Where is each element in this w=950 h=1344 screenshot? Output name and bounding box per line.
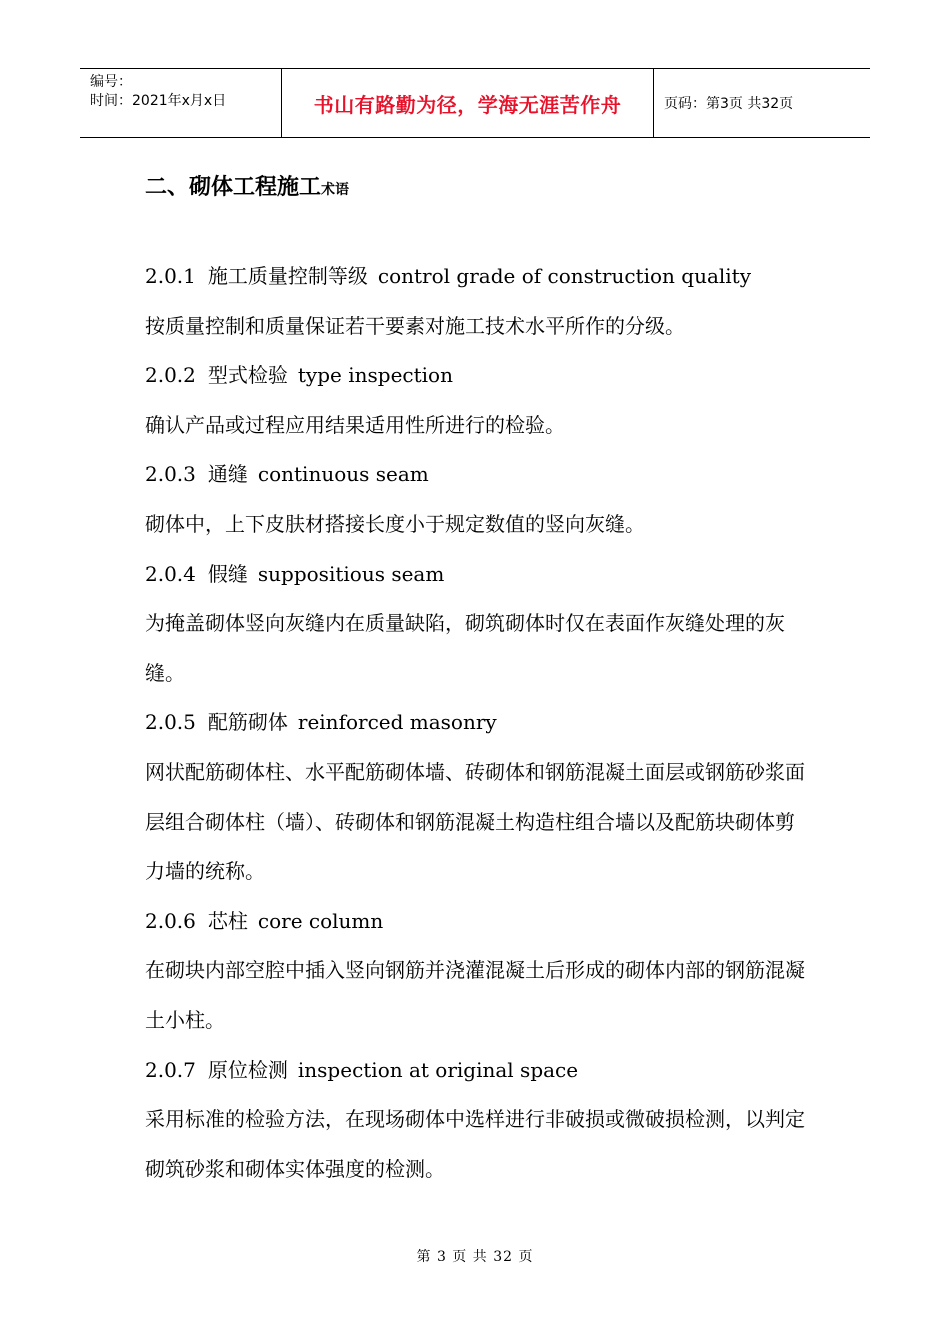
term-english: suppositious seam [257,561,445,586]
term-item [145,897,810,1046]
term-english: type inspection [297,363,453,388]
term-definition: 采用标准的检验方法，在现场砌体中选样进行非破损或微破损检测，以判定砌筑砂浆和砌体实体强度的检测。 [145,1107,805,1181]
term-heading [145,550,810,600]
term-chinese: 配筋砌体 [207,710,288,735]
term-number: 2.0.3 [145,462,196,487]
term-heading [145,698,810,748]
header-motto: 书山有路勤为径，学海无涯苦作舟 [282,69,654,137]
term-number: 2.0.2 [145,363,196,388]
term-english: continuous seam [257,462,429,487]
term-chinese: 芯柱 [207,908,248,933]
header-page-info: 页码：第3页 共32页 [664,96,794,112]
section-title [145,170,349,201]
term-definition: 在砌块内部空腔中插入竖向钢筋并浇灌混凝土后形成的砌体内部的钢筋混凝土小柱。 [145,958,805,1032]
header-meta [80,69,282,137]
term-number: 2.0.4 [145,561,196,586]
term-chinese: 原位检测 [207,1057,288,1082]
section-title-suffix: 术语 [321,182,350,198]
term-definition: 为掩盖砌体竖向灰缝内在质量缺陷，砌筑砌体时仅在表面作灰缝处理的灰缝。 [145,611,785,685]
term-heading [145,450,810,500]
term-chinese: 假缝 [207,561,248,586]
term-number: 2.0.7 [145,1057,196,1082]
term-heading [145,1046,810,1096]
term-item [145,698,810,896]
section-title-main: 二、砌体工程施工 [145,175,322,200]
term-definition: 砌体中，上下皮肤材搭接长度小于规定数值的竖向灰缝。 [145,511,645,536]
term-english: inspection at original space [297,1057,579,1082]
term-definition: 按质量控制和质量保证若干要素对施工技术水平所作的分级。 [145,313,685,338]
term-english: reinforced masonry [297,710,497,735]
term-item [145,1046,810,1195]
term-item [145,351,810,450]
term-chinese: 型式检验 [207,363,288,388]
term-heading [145,351,810,401]
term-number: 2.0.6 [145,908,196,933]
page-footer: 第 3 页 共 32 页 [416,1249,534,1265]
term-item [145,450,810,549]
page-header [80,68,870,138]
date-label: 时间：2021年x月x日 [90,93,227,109]
term-english: core column [257,908,384,933]
term-definition: 确认产品或过程应用结果适用性所进行的检验。 [145,412,565,437]
term-number: 2.0.1 [145,264,196,288]
term-chinese: 施工质量控制等级 [207,264,368,288]
term-item [145,252,810,351]
term-number: 2.0.5 [145,710,196,735]
term-english: control grade of construction quality [377,264,752,288]
terms-list [145,252,810,1194]
term-definition: 网状配筋砌体柱、水平配筋砌体墙、砖砌体和钢筋混凝土面层或钢筋砂浆面层组合砌体柱（墙）、砖砌体和钢筋混凝土构造柱组合墙以及配筋块砌体剪力墙的统称。 [145,759,805,884]
code-label: 编号： [90,74,132,90]
term-chinese: 通缝 [207,462,248,487]
term-heading [145,897,810,947]
term-heading [145,252,810,302]
term-item [145,550,810,699]
